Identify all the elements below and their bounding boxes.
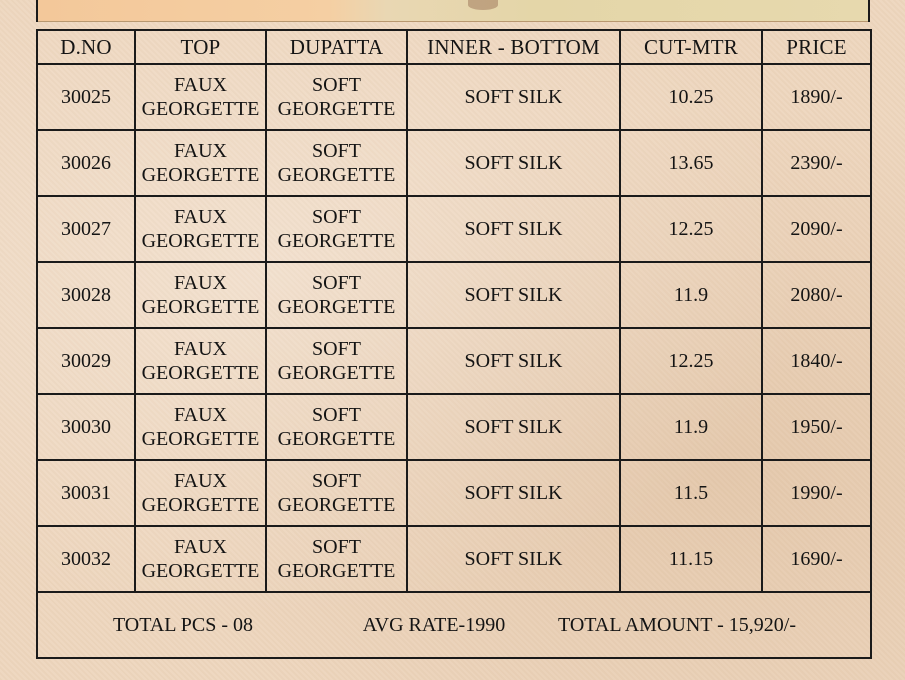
totals-row: [37, 592, 871, 658]
header-top: TOP: [135, 30, 266, 64]
header-dupatta: DUPATTA: [266, 30, 407, 64]
cell-cut-mtr: 11.5: [620, 460, 762, 526]
cell-top-line: FAUX: [174, 536, 227, 558]
cell-price: 2090/-: [762, 196, 871, 262]
totals-line: [38, 608, 870, 643]
cell-dno: 30032: [37, 526, 135, 592]
cell-dupatta-line: GEORGETTE: [277, 560, 396, 582]
header-price: PRICE: [762, 30, 871, 64]
cell-top: [135, 460, 266, 526]
table-header-row: [37, 30, 871, 64]
cell-top-line: FAUX: [174, 206, 227, 228]
cell-price: 1990/-: [762, 460, 871, 526]
cell-price: 1840/-: [762, 328, 871, 394]
table-row: [37, 130, 871, 196]
cell-dupatta: [266, 328, 407, 394]
cell-dupatta: [266, 64, 407, 130]
header-dno: D.NO: [37, 30, 135, 64]
cell-top-line: GEORGETTE: [141, 98, 260, 120]
cell-dupatta-line: GEORGETTE: [277, 98, 396, 120]
cell-dupatta: [266, 460, 407, 526]
totals-cell: [37, 592, 871, 658]
photo-shadow: [468, 0, 498, 10]
cell-top-line: GEORGETTE: [141, 428, 260, 450]
cell-dupatta-line: GEORGETTE: [277, 494, 396, 516]
cell-dno: 30025: [37, 64, 135, 130]
avg-rate: AVG RATE-1990: [362, 614, 506, 636]
cell-top-line: GEORGETTE: [141, 296, 260, 318]
cell-dno: 30026: [37, 130, 135, 196]
cell-dupatta: [266, 130, 407, 196]
table-row: [37, 262, 871, 328]
cell-cut-mtr: 12.25: [620, 196, 762, 262]
cell-top-line: GEORGETTE: [141, 560, 260, 582]
cell-top: [135, 64, 266, 130]
cell-dupatta-line: SOFT: [312, 404, 361, 426]
cell-inner-bottom: SOFT SILK: [407, 526, 620, 592]
cell-inner-bottom: SOFT SILK: [407, 262, 620, 328]
cell-top: [135, 196, 266, 262]
table-row: [37, 526, 871, 592]
cell-dupatta-line: GEORGETTE: [277, 230, 396, 252]
cell-price: 1890/-: [762, 64, 871, 130]
cell-top: [135, 328, 266, 394]
cell-top-line: FAUX: [174, 140, 227, 162]
cell-cut-mtr: 10.25: [620, 64, 762, 130]
cell-cut-mtr: 13.65: [620, 130, 762, 196]
cell-price: 1690/-: [762, 526, 871, 592]
cell-inner-bottom: SOFT SILK: [407, 460, 620, 526]
cell-top: [135, 130, 266, 196]
cell-dno: 30029: [37, 328, 135, 394]
cell-top-line: FAUX: [174, 470, 227, 492]
cell-dno: 30027: [37, 196, 135, 262]
cell-cut-mtr: 11.15: [620, 526, 762, 592]
cell-dupatta-line: GEORGETTE: [277, 428, 396, 450]
cell-dupatta: [266, 394, 407, 460]
table-row: [37, 196, 871, 262]
table-row: [37, 328, 871, 394]
cell-cut-mtr: 12.25: [620, 328, 762, 394]
cell-top: [135, 394, 266, 460]
cell-dupatta-line: SOFT: [312, 338, 361, 360]
cell-inner-bottom: SOFT SILK: [407, 394, 620, 460]
cell-price: 2080/-: [762, 262, 871, 328]
cell-dupatta: [266, 196, 407, 262]
cell-dupatta-line: SOFT: [312, 206, 361, 228]
cell-top-line: GEORGETTE: [141, 494, 260, 516]
photo-bottom-edge: [38, 21, 868, 22]
cell-dupatta-line: SOFT: [312, 272, 361, 294]
cell-dno: 30030: [37, 394, 135, 460]
cell-top-line: FAUX: [174, 338, 227, 360]
cell-dupatta-line: SOFT: [312, 536, 361, 558]
price-list-table: [36, 29, 872, 659]
cell-top-line: FAUX: [174, 404, 227, 426]
cell-dupatta-line: GEORGETTE: [277, 164, 396, 186]
cell-dno: 30028: [37, 262, 135, 328]
cell-top: [135, 526, 266, 592]
cell-dupatta-line: SOFT: [312, 74, 361, 96]
product-photo-strip: [36, 0, 870, 22]
cell-cut-mtr: 11.9: [620, 394, 762, 460]
table-row: [37, 460, 871, 526]
cell-top-line: GEORGETTE: [141, 230, 260, 252]
cell-cut-mtr: 11.9: [620, 262, 762, 328]
cell-top: [135, 262, 266, 328]
cell-top-line: FAUX: [174, 74, 227, 96]
total-amount: TOTAL AMOUNT - 15,920/-: [558, 614, 797, 636]
table-row: [37, 394, 871, 460]
cell-dupatta-line: SOFT: [312, 140, 361, 162]
cell-top-line: GEORGETTE: [141, 164, 260, 186]
header-cut-mtr: CUT-MTR: [620, 30, 762, 64]
cell-inner-bottom: SOFT SILK: [407, 130, 620, 196]
cell-inner-bottom: SOFT SILK: [407, 196, 620, 262]
cell-dupatta-line: GEORGETTE: [277, 296, 396, 318]
cell-inner-bottom: SOFT SILK: [407, 328, 620, 394]
total-pcs: TOTAL PCS - 08: [112, 614, 254, 636]
cell-dupatta: [266, 262, 407, 328]
cell-top-line: FAUX: [174, 272, 227, 294]
cell-price: 2390/-: [762, 130, 871, 196]
cell-dupatta-line: SOFT: [312, 470, 361, 492]
cell-price: 1950/-: [762, 394, 871, 460]
table-row: [37, 64, 871, 130]
cell-inner-bottom: SOFT SILK: [407, 64, 620, 130]
cell-dupatta: [266, 526, 407, 592]
header-inner-bottom: INNER - BOTTOM: [407, 30, 620, 64]
cell-dupatta-line: GEORGETTE: [277, 362, 396, 384]
cell-dno: 30031: [37, 460, 135, 526]
cell-top-line: GEORGETTE: [141, 362, 260, 384]
